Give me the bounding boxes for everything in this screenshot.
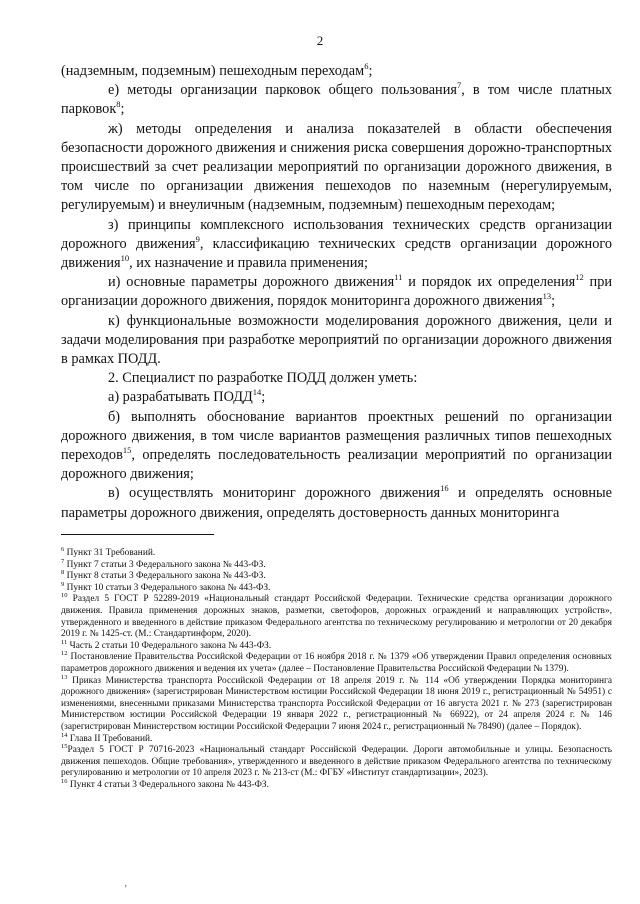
footnotes	[61, 545, 612, 791]
page-number: 2	[316, 33, 324, 48]
footnote-ref[interactable]: 6	[364, 61, 369, 72]
footnote-ref[interactable]: 12	[575, 272, 584, 283]
footnote: $^{16}$ Пункт 4 статьи 3 Федерального закона № 443-ФЗ.	[61, 777, 269, 790]
footnote: $^{11}$ Часть 2 статьи 10 Федерального закона № 443-ФЗ.	[61, 638, 272, 651]
footnote: $^9$ Пункт 10 статьи 3 Федерального закона № 443-ФЗ.	[61, 580, 271, 593]
footnote-ref[interactable]: 7	[456, 80, 462, 91]
paragraph-item-i: и) основные параметры дорожного движения$^{11}$ и порядок их определения$^{12}$ при организации дорожного движения, порядок мониторинга дорожного движения$^{13}$;	[61, 272, 612, 310]
paragraph-item-e: е) методы организации парковок общего пользования$^7$, в том числе платных парковок$^8$;	[61, 80, 613, 118]
paragraph-item-a: а) разрабатывать ПОДД$^{14}$;	[108, 387, 266, 406]
paragraph-item-k: к) функциональные возможности моделирования дорожного движения, цели и задачи моделирования при разработке мероприятий по организации дорожного движения в рамках ПОДД.	[61, 312, 612, 368]
footnote: $^7$ Пункт 7 статьи 3 Федерального закона № 443-ФЗ.	[61, 557, 266, 570]
footnote: $^8$ Пункт 8 статьи 3 Федерального закона № 443-ФЗ.	[61, 569, 266, 582]
paragraph-item-v: в) осуществлять мониторинг дорожного движения$^{16}$ и определять основные параметры дорожного движения, определять достоверность данных мониторинга	[61, 483, 612, 521]
footnote-ref[interactable]: 13	[542, 291, 552, 302]
footnote-ref[interactable]: 14	[252, 387, 262, 398]
footnote-ref[interactable]: 10	[120, 253, 130, 264]
paragraph-section-2: 2. Специалист по разработке ПОДД должен уметь:	[108, 370, 418, 387]
footnote-ref[interactable]: 11	[394, 272, 403, 283]
stray-mark: ‚	[124, 878, 128, 889]
footnote: $^{10}$ Раздел 5 ГОСТ Р 52289-2019 «Национальный стандарт Российской Федерации. Технические средства организации дорожного движения. Правила применения дорожных знаков, разметки, светофоров, дорожных ограждений и направляющих устройств», утвержденного и введенного в действие приказом Федерального агентства по техническому регулированию и метрологии от 20 декабря 2019 г. № 1425-ст. (М.: Стандартинформ, 2020).	[61, 592, 612, 640]
main-text	[61, 62, 612, 523]
footnote: $^{15}$Раздел 5 ГОСТ Р 70716-2023 «Национальный стандарт Российской Федерации. Дороги автомобильные и улицы. Безопасность движения пешеходов. Общие требования», утвержденного и введенного в действие приказом Федерального агентства по техническому регулированию и метрологии от 10 апреля 2023 г. № 213-ст (М.: ФГБУ «Институт стандартизации», 2023).	[61, 742, 612, 779]
paragraph-continuation: (надземным, подземным) пешеходным переходам$^6$;	[61, 61, 373, 79]
footnote: $^{14}$ Глава II Требований.	[61, 731, 153, 744]
paragraph-item-zh: ж) методы определения и анализа показателей в области обеспечения безопасности дорожного движения и снижения риска совершения дорожно-транспортных происшествий за счет реализации мероприятий по организации дорожного движения, в том числе по организации движения пешеходов по наземным (нерегулируемым, регулируемым) и внеуличным (надземным, подземным) пешеходным переходам;	[61, 120, 612, 214]
footnote-ref[interactable]: 9	[195, 234, 200, 245]
paragraph-item-b: б) выполнять обоснование вариантов проектных решений по организации дорожного движения, в том числе вариантов размещения различных типов пешеходных переходов$^{15}$, определять последовательность реализации мероприятий по организации дорожного движения;	[61, 408, 612, 483]
footnote-ref[interactable]: 16	[440, 483, 449, 494]
footnote: $^{12}$ Постановление Правительства Российской Федерации от 16 ноября 2018 г. № 1379 «Об утверждении Правил определения основных параметров дорожного движения и ведения их учета» (далее – Постановление Правительства Российской Федерации № 1379).	[61, 650, 612, 674]
footnote-divider	[61, 534, 214, 535]
footnote: $^{13}$ Приказ Министерства транспорта Российской Федерации от 18 апреля 2019 г. № 114 «Об утверждении Порядка мониторинга дорожного движения» (зарегистрирован Министерством юстиции Российской Федерации 18 июня 2019 г., регистрационный № 54951) с изменениями, внесенными приказами Министерства транспорта Российской Федерации от 16 августа 2021 г. № 273 (зарегистрирован Министерством юстиции Российской Федерации 19 января 2022 г., регистрационный № 66922), от 24 апреля 2024 г. № 146 (зарегистрирован Министерством юстиции Российской Федерации 7 июня 2024 г., регистрационный № 78490) (далее – Порядок).	[61, 673, 612, 732]
paragraph-item-z: з) принципы комплексного использования технических средств организации дорожного движения$^9$, классификацию технических средств организации дорожного движения$^{10}$, их назначение и правила применения;	[61, 216, 612, 272]
footnote: $^6$ Пункт 31 Требований.	[61, 545, 156, 558]
footnote-ref[interactable]: 8	[116, 99, 121, 110]
footnote-ref[interactable]: 15	[122, 445, 132, 456]
